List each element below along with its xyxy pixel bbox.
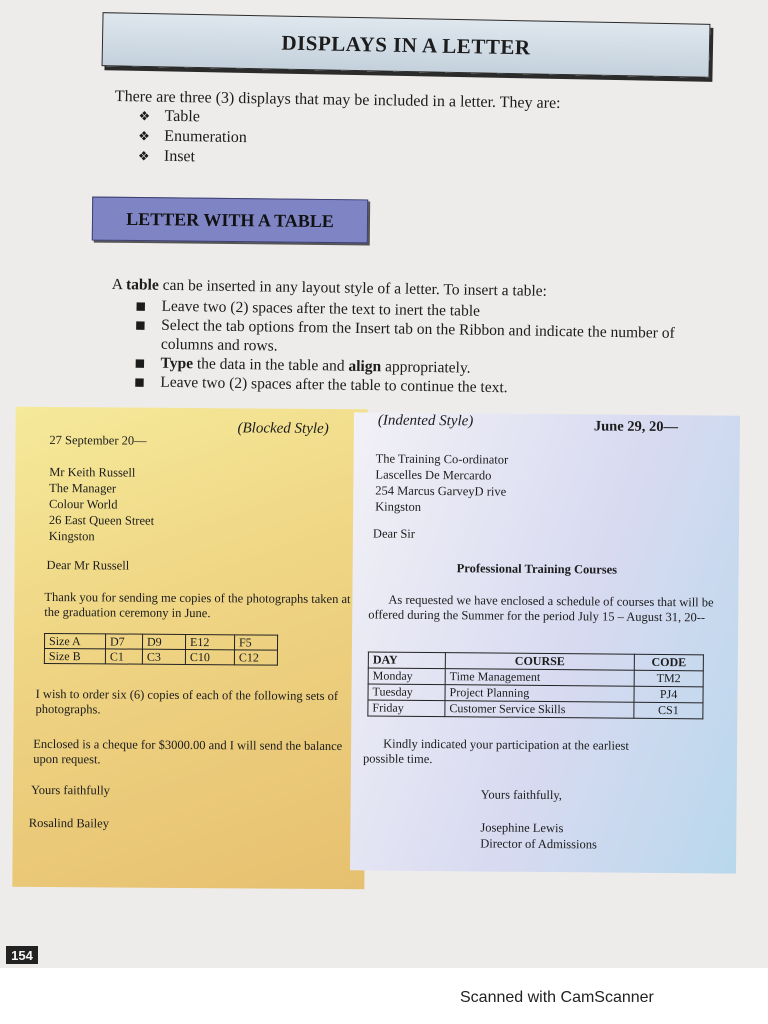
table-header-row: DAY COURSE CODE [368,652,703,671]
list-item: ❖ Table [138,107,201,126]
intro-block [114,88,561,173]
display-list [114,106,561,173]
letter-date: June 29, 20— [593,418,679,436]
letter-date: 27 September 20— [49,433,147,448]
title-banner [102,12,711,78]
list-item: ■ Leave two (2) spaces after the text to inert the table [135,297,481,320]
table-row: Size A D7 D9 E12 F5 [44,633,277,650]
square-bullet-icon: ■ [134,375,145,389]
style-label: (Indented Style) [377,412,474,430]
style-label: (Blocked Style) [237,420,329,437]
inside-address: The Training Co-ordinator Lascelles De Mercardo 254 Marcus GarveyD rive Kingston [375,451,509,514]
body-paragraph: Kindly indicated your participation at the earliest possible time. [362,736,629,767]
table-steps-list [110,296,721,401]
page-number: 154 [6,946,38,964]
table-row: Size B C1 C3 C10 C12 [44,648,277,665]
list-item: ❖ Inset [137,147,196,166]
signature-block: Josephine Lewis Director of Admissions [480,820,597,852]
indented-style-letter [350,412,740,873]
table-instructions-lead: A table can be inserted in any layout style of a letter. To insert a table: [111,275,548,300]
table-instructions [110,275,722,401]
salutation: Dear Sir [372,526,416,541]
square-bullet-icon: ■ [135,299,147,313]
table-row: Friday Customer Service Skills CS1 [368,700,703,719]
list-item: ■ Leave two (2) spaces after the table to continue the text. [134,373,508,397]
inside-address: Mr Keith Russell The Manager Colour World 26 East Queen Street Kingston [48,465,155,544]
table-row: Monday Time Management TM2 [368,668,703,687]
blocked-style-letter [12,407,367,889]
body-paragraph: Thank you for sending me copies of the photographs taken at the graduation ceremony in June. [44,589,351,621]
square-bullet-icon: ■ [135,318,146,332]
salutation: Dear Mr Russell [46,557,130,573]
section-heading: LETTER WITH A TABLE [126,208,334,231]
list-item: ■ Select the tab options from the Insert tab on the Ribbon and indicate the number of columns and rows. [135,316,675,355]
page-title: DISPLAYS IN A LETTER [281,30,531,59]
diamond-bullet-icon: ❖ [137,149,150,165]
subject-line: Professional Training Courses [456,561,618,577]
diamond-bullet-icon: ❖ [138,109,151,125]
square-bullet-icon: ■ [134,356,146,370]
section-heading-badge [92,197,368,244]
body-paragraph: Enclosed is a cheque for $3000.00 and I will send the balance upon request. [33,736,343,767]
list-item: ■ Type the data in the table and align appropriately. [134,354,471,377]
complimentary-close: Yours faithfully, [480,787,562,803]
diamond-bullet-icon: ❖ [138,129,151,145]
course-schedule-table [367,651,704,719]
body-paragraph: I wish to order six (6) copies of each of the following sets of photographs. [35,686,339,717]
table-row: Tuesday Project Planning PJ4 [368,684,703,703]
intro-sentence: There are three (3) displays that may be included in a letter. They are: [114,88,561,112]
list-item: ❖ Enumeration [138,127,248,147]
scanner-watermark: Scanned with CamScanner [460,989,654,1006]
signature-name: Rosalind Bailey [28,815,110,831]
complimentary-close: Yours faithfully [30,782,111,798]
body-paragraph: As requested we have enclosed a schedule of courses that will be offered during the Summer for the period July 15 – August 31, 20-- [368,592,714,625]
photo-size-table [44,633,278,666]
